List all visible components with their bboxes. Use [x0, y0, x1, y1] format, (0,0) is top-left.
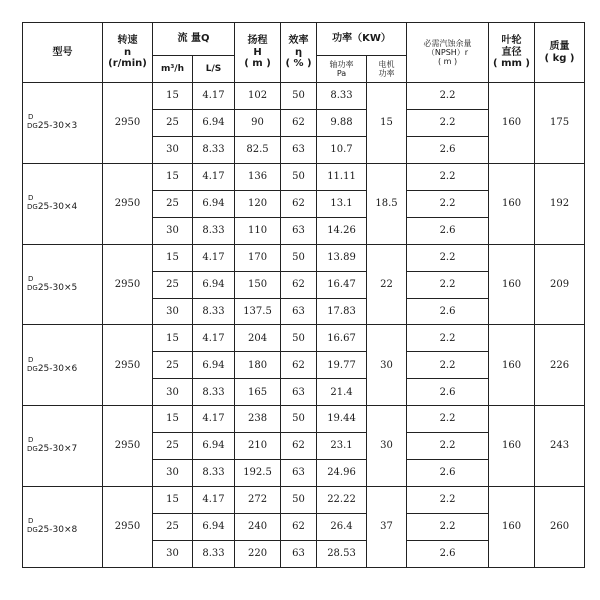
mass-cell: 175 [535, 83, 585, 164]
head-cell: 110 [235, 217, 281, 244]
npsh-cell: 2.2 [407, 433, 489, 460]
header-shaft-power: 轴功率 Pa [317, 56, 367, 83]
header-head: 扬程 H ( m ) [235, 23, 281, 83]
flow-ls-cell: 6.94 [193, 352, 235, 379]
model-sub: DG [27, 122, 38, 131]
shaft-power-cell: 9.88 [317, 109, 367, 136]
model-sub: DG [27, 203, 38, 212]
impeller-cell: 160 [489, 163, 535, 244]
flow-m3h-cell: 30 [153, 136, 193, 163]
table-row [23, 325, 585, 352]
model-cell [23, 487, 103, 568]
model-prefix: D [28, 517, 34, 526]
speed-cell: 2950 [103, 325, 153, 406]
flow-ls-cell: 8.33 [193, 540, 235, 567]
motor-power-cell: 18.5 [367, 163, 407, 244]
impeller-cell: 160 [489, 406, 535, 487]
npsh-cell: 2.2 [407, 109, 489, 136]
npsh-cell: 2.6 [407, 298, 489, 325]
shaft-power-cell: 24.96 [317, 460, 367, 487]
npsh-cell: 2.2 [407, 244, 489, 271]
table-row [23, 163, 585, 190]
head-cell: 170 [235, 244, 281, 271]
shaft-power-cell: 26.4 [317, 514, 367, 541]
shaft-power-cell: 19.44 [317, 406, 367, 433]
head-cell: 137.5 [235, 298, 281, 325]
npsh-cell: 2.6 [407, 379, 489, 406]
header-model: 型号 [23, 23, 103, 83]
shaft-power-cell: 16.67 [317, 325, 367, 352]
head-cell: 220 [235, 540, 281, 567]
shaft-power-cell: 13.89 [317, 244, 367, 271]
head-cell: 120 [235, 190, 281, 217]
model-cell [23, 406, 103, 487]
model-prefix: D [28, 274, 34, 283]
model-sub: DG [27, 445, 38, 454]
head-cell: 210 [235, 433, 281, 460]
npsh-cell: 2.6 [407, 136, 489, 163]
flow-ls-cell: 4.17 [193, 244, 235, 271]
flow-m3h-cell: 15 [153, 325, 193, 352]
flow-ls-cell: 4.17 [193, 487, 235, 514]
shaft-power-cell: 11.11 [317, 163, 367, 190]
head-cell: 102 [235, 83, 281, 110]
header-motor-power: 电机 功率 [367, 56, 407, 83]
npsh-cell: 2.6 [407, 460, 489, 487]
motor-power-cell: 37 [367, 487, 407, 568]
head-cell: 192.5 [235, 460, 281, 487]
shaft-power-cell: 17.83 [317, 298, 367, 325]
efficiency-cell: 62 [281, 190, 317, 217]
motor-power-cell: 30 [367, 325, 407, 406]
flow-m3h-cell: 25 [153, 109, 193, 136]
motor-power-cell: 15 [367, 83, 407, 164]
speed-cell: 2950 [103, 163, 153, 244]
head-cell: 165 [235, 379, 281, 406]
shaft-power-cell: 8.33 [317, 83, 367, 110]
motor-power-cell: 22 [367, 244, 407, 325]
shaft-power-cell: 23.1 [317, 433, 367, 460]
efficiency-cell: 63 [281, 540, 317, 567]
efficiency-cell: 50 [281, 244, 317, 271]
model-prefix: D [28, 194, 34, 203]
efficiency-cell: 63 [281, 379, 317, 406]
flow-m3h-cell: 30 [153, 460, 193, 487]
speed-cell: 2950 [103, 406, 153, 487]
mass-cell: 209 [535, 244, 585, 325]
table-body [23, 83, 585, 568]
mass-cell: 243 [535, 406, 585, 487]
speed-cell: 2950 [103, 83, 153, 164]
flow-m3h-cell: 15 [153, 487, 193, 514]
speed-cell: 2950 [103, 487, 153, 568]
efficiency-cell: 62 [281, 352, 317, 379]
table-row [23, 406, 585, 433]
model-main: 25-30×5 [37, 282, 78, 293]
head-cell: 238 [235, 406, 281, 433]
flow-m3h-cell: 25 [153, 271, 193, 298]
efficiency-cell: 50 [281, 163, 317, 190]
flow-ls-cell: 4.17 [193, 325, 235, 352]
flow-ls-cell: 6.94 [193, 433, 235, 460]
npsh-cell: 2.6 [407, 540, 489, 567]
npsh-cell: 2.2 [407, 271, 489, 298]
flow-ls-cell: 4.17 [193, 406, 235, 433]
flow-m3h-cell: 15 [153, 406, 193, 433]
mass-cell: 260 [535, 487, 585, 568]
shaft-power-cell: 16.47 [317, 271, 367, 298]
head-cell: 180 [235, 352, 281, 379]
head-cell: 240 [235, 514, 281, 541]
flow-m3h-cell: 30 [153, 217, 193, 244]
model-cell [23, 83, 103, 164]
flow-m3h-cell: 25 [153, 433, 193, 460]
npsh-cell: 2.2 [407, 325, 489, 352]
model-sub: DG [27, 526, 38, 535]
efficiency-cell: 62 [281, 433, 317, 460]
flow-ls-cell: 4.17 [193, 163, 235, 190]
efficiency-cell: 62 [281, 271, 317, 298]
flow-m3h-cell: 25 [153, 514, 193, 541]
flow-ls-cell: 6.94 [193, 190, 235, 217]
model-main: 25-30×8 [37, 525, 78, 536]
flow-m3h-cell: 30 [153, 540, 193, 567]
efficiency-cell: 50 [281, 487, 317, 514]
header-mass: 质量 ( kg ) [535, 23, 585, 83]
impeller-cell: 160 [489, 83, 535, 164]
flow-ls-cell: 6.94 [193, 271, 235, 298]
efficiency-cell: 62 [281, 514, 317, 541]
table-row [23, 83, 585, 110]
mass-cell: 226 [535, 325, 585, 406]
flow-ls-cell: 8.33 [193, 298, 235, 325]
model-prefix: D [28, 355, 34, 364]
model-cell [23, 163, 103, 244]
impeller-cell: 160 [489, 325, 535, 406]
shaft-power-cell: 14.26 [317, 217, 367, 244]
flow-m3h-cell: 30 [153, 298, 193, 325]
header-flow-ls: L/S [193, 56, 235, 83]
shaft-power-cell: 19.77 [317, 352, 367, 379]
impeller-cell: 160 [489, 487, 535, 568]
shaft-power-cell: 10.7 [317, 136, 367, 163]
model-prefix: D [28, 436, 34, 445]
model-prefix: D [28, 113, 34, 122]
header-impeller: 叶轮 直径 ( mm ) [489, 23, 535, 83]
flow-ls-cell: 8.33 [193, 379, 235, 406]
model-cell [23, 325, 103, 406]
head-cell: 204 [235, 325, 281, 352]
model-main: 25-30×4 [37, 202, 78, 213]
speed-cell: 2950 [103, 244, 153, 325]
shaft-power-cell: 28.53 [317, 540, 367, 567]
head-cell: 150 [235, 271, 281, 298]
table-header [23, 23, 585, 83]
npsh-cell: 2.2 [407, 163, 489, 190]
model-sub: DG [27, 283, 38, 292]
model-main: 25-30×3 [37, 121, 78, 132]
header-flow: 流 量Q [153, 23, 235, 56]
flow-ls-cell: 6.94 [193, 109, 235, 136]
model-sub: DG [27, 364, 38, 373]
head-cell: 82.5 [235, 136, 281, 163]
table-row [23, 244, 585, 271]
shaft-power-cell: 13.1 [317, 190, 367, 217]
npsh-cell: 2.2 [407, 487, 489, 514]
flow-m3h-cell: 15 [153, 163, 193, 190]
head-cell: 272 [235, 487, 281, 514]
table-row [23, 487, 585, 514]
header-efficiency: 效率 η ( % ) [281, 23, 317, 83]
flow-m3h-cell: 25 [153, 190, 193, 217]
flow-ls-cell: 8.33 [193, 136, 235, 163]
flow-ls-cell: 8.33 [193, 217, 235, 244]
flow-m3h-cell: 15 [153, 83, 193, 110]
npsh-cell: 2.6 [407, 217, 489, 244]
flow-ls-cell: 6.94 [193, 514, 235, 541]
header-power: 功率（KW） [317, 23, 407, 56]
efficiency-cell: 63 [281, 460, 317, 487]
model-cell [23, 244, 103, 325]
motor-power-cell: 30 [367, 406, 407, 487]
flow-m3h-cell: 15 [153, 244, 193, 271]
shaft-power-cell: 22.22 [317, 487, 367, 514]
header-speed: 转速 n (r/min) [103, 23, 153, 83]
head-cell: 136 [235, 163, 281, 190]
flow-ls-cell: 8.33 [193, 460, 235, 487]
header-npsh: 必需汽蚀余量 （NPSH）r ( m ) [407, 23, 489, 83]
npsh-cell: 2.2 [407, 352, 489, 379]
model-main: 25-30×6 [37, 363, 78, 374]
efficiency-cell: 62 [281, 109, 317, 136]
head-cell: 90 [235, 109, 281, 136]
shaft-power-cell: 21.4 [317, 379, 367, 406]
impeller-cell: 160 [489, 244, 535, 325]
flow-ls-cell: 4.17 [193, 83, 235, 110]
flow-m3h-cell: 25 [153, 352, 193, 379]
pump-performance-table [22, 22, 585, 568]
efficiency-cell: 63 [281, 298, 317, 325]
efficiency-cell: 63 [281, 136, 317, 163]
model-main: 25-30×7 [37, 444, 78, 455]
npsh-cell: 2.2 [407, 190, 489, 217]
header-flow-m3h: m³/h [153, 56, 193, 83]
efficiency-cell: 50 [281, 325, 317, 352]
mass-cell: 192 [535, 163, 585, 244]
efficiency-cell: 63 [281, 217, 317, 244]
flow-m3h-cell: 30 [153, 379, 193, 406]
npsh-cell: 2.2 [407, 514, 489, 541]
npsh-cell: 2.2 [407, 83, 489, 110]
efficiency-cell: 50 [281, 83, 317, 110]
npsh-cell: 2.2 [407, 406, 489, 433]
efficiency-cell: 50 [281, 406, 317, 433]
